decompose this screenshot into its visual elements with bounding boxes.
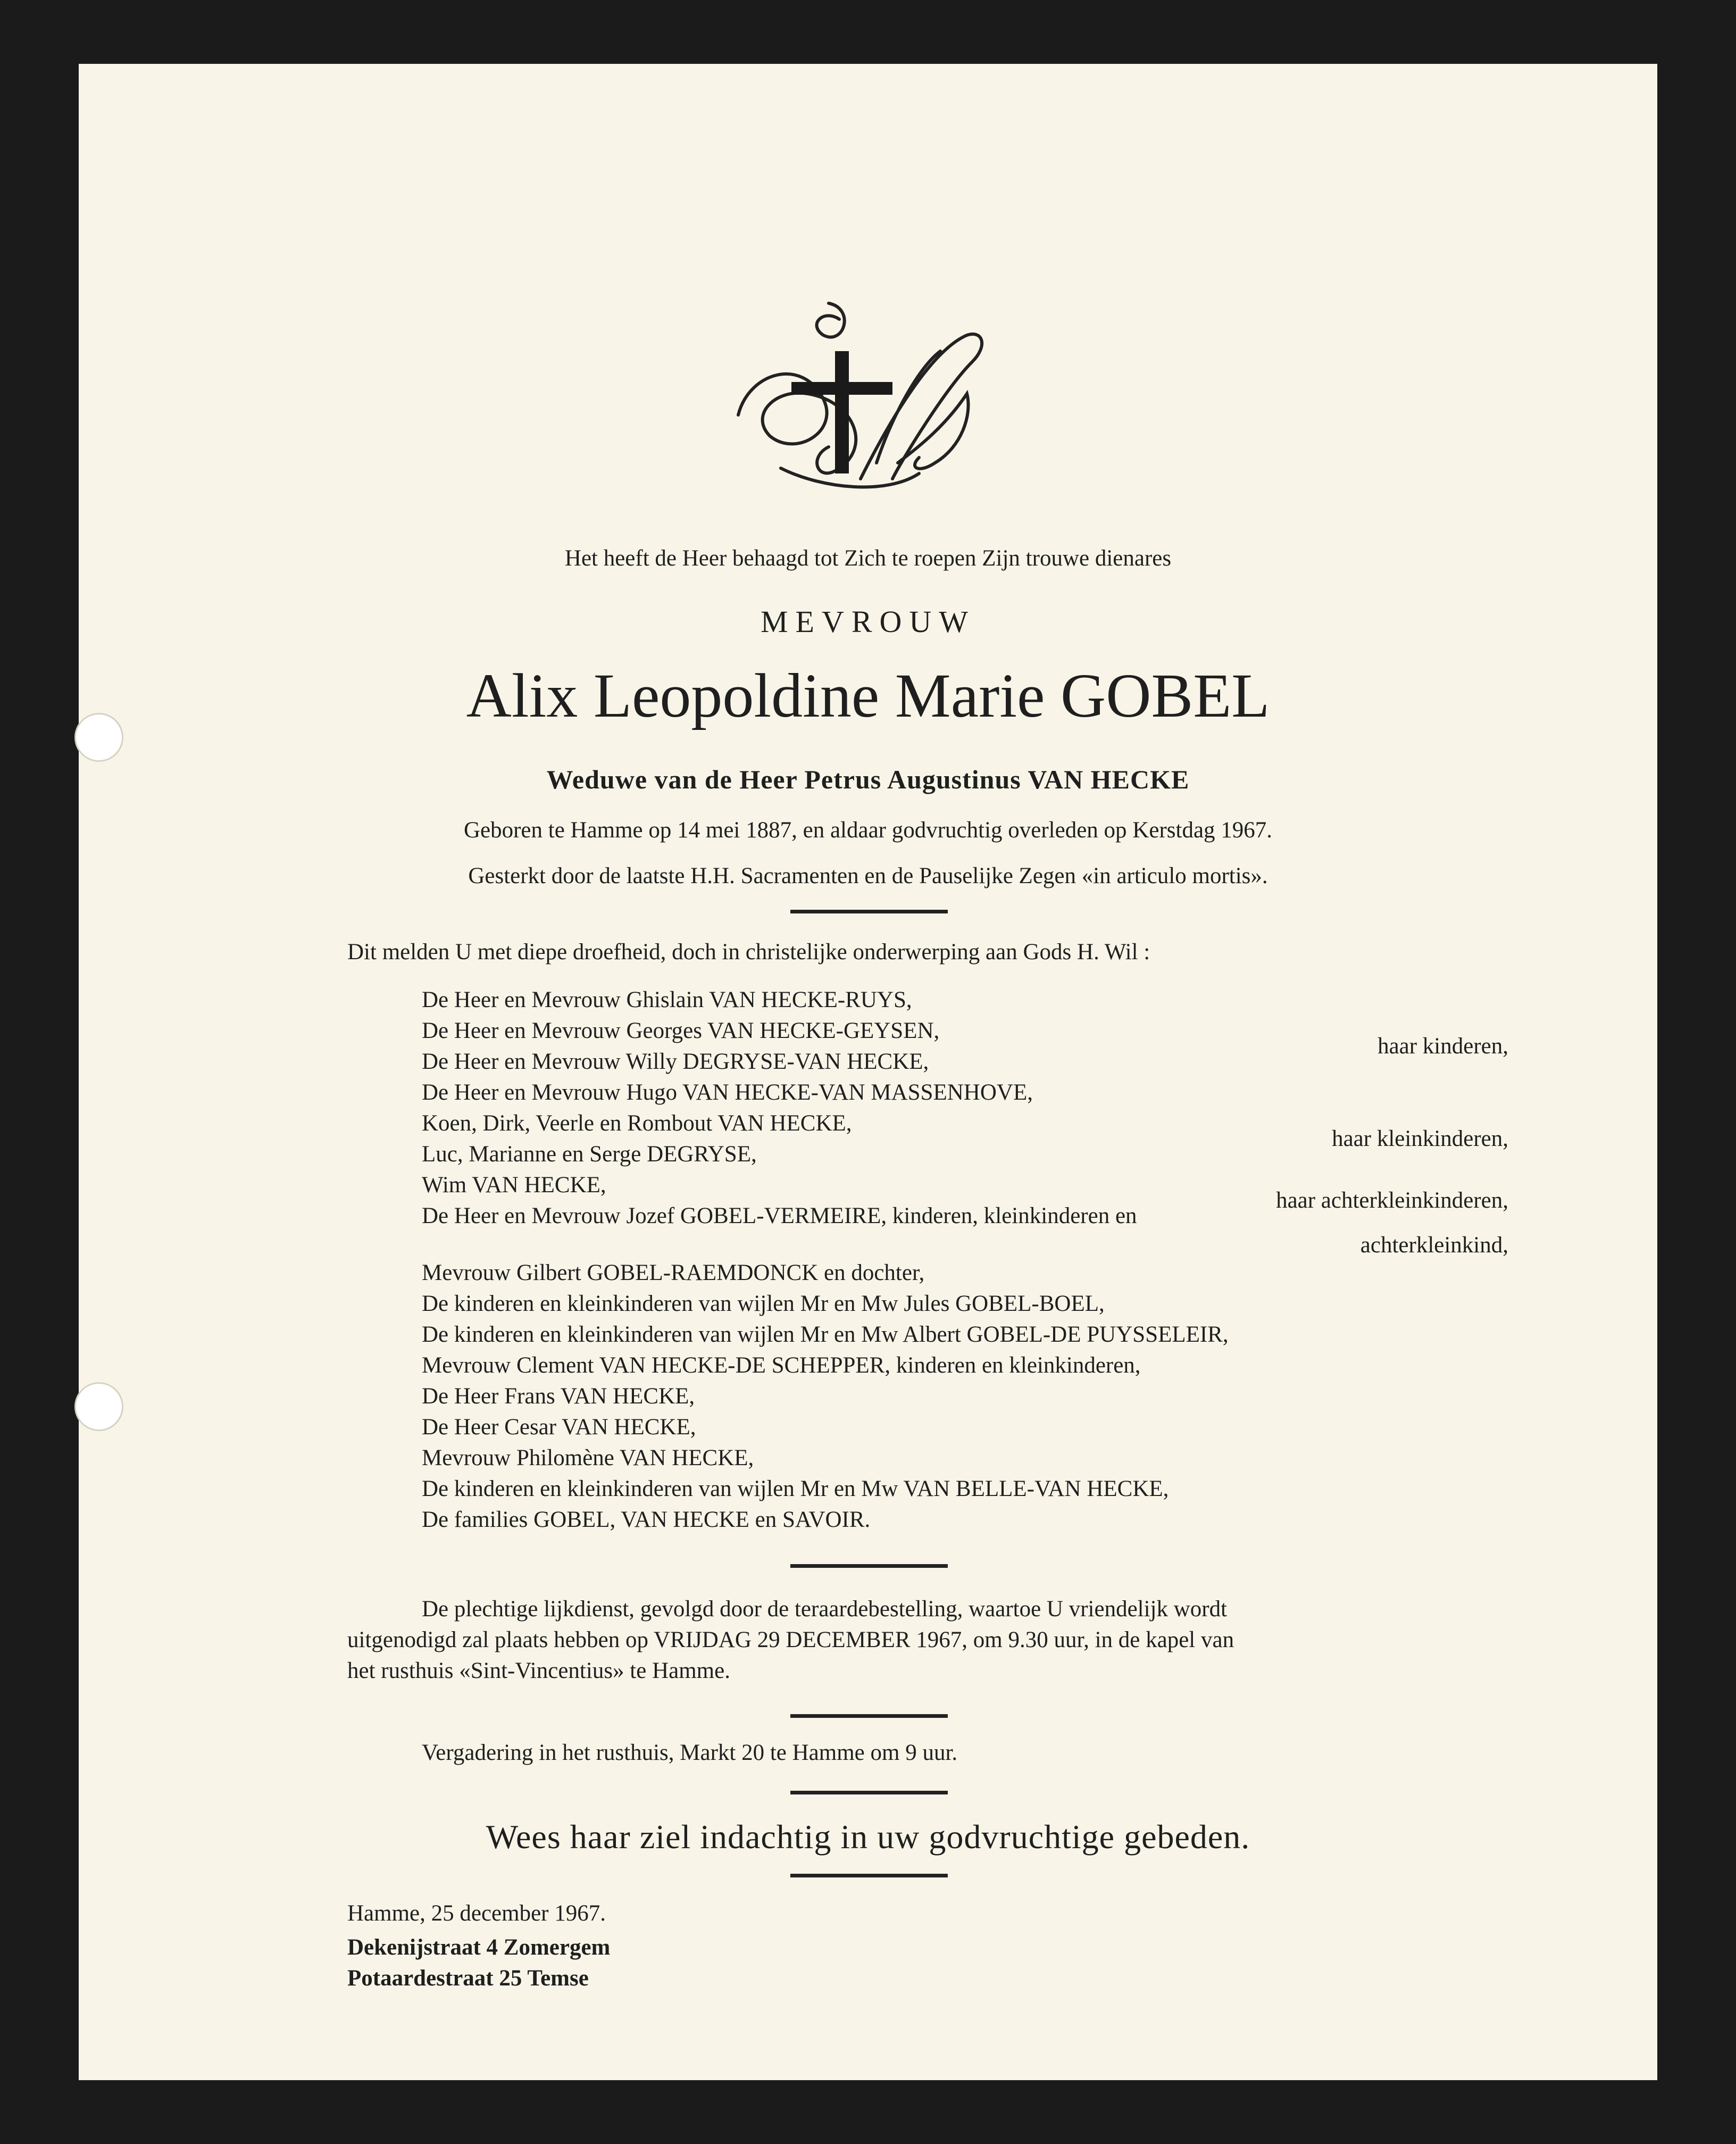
mourner-line: De Heer Cesar VAN HECKE, bbox=[422, 1415, 696, 1440]
mourner-line: De Heer en Mevrouw Jozef GOBEL-VERMEIRE, kinderen, kleinkinderen en bbox=[422, 1203, 1137, 1228]
cross-monogram-icon bbox=[717, 287, 994, 521]
divider bbox=[790, 910, 948, 913]
mourner-line: De Heer en Mevrouw Willy DEGRYSE-VAN HECKE, bbox=[422, 1049, 929, 1074]
mourner-line: De kinderen en kleinkinderen van wijlen Mr en Mw VAN BELLE-VAN HECKE, bbox=[422, 1476, 1169, 1501]
place-date: Hamme, 25 december 1967. bbox=[347, 1901, 606, 1926]
closing-prayer: Wees haar ziel indachtig in uw godvruchtige gebeden. bbox=[486, 1818, 1250, 1856]
intro-text: Het heeft de Heer behaagd tot Zich te roepen Zijn trouwe dienares bbox=[564, 546, 1172, 571]
mourner-line: Koen, Dirk, Veerle en Rombout VAN HECKE, bbox=[422, 1111, 852, 1136]
mourner-line: Wim VAN HECKE, bbox=[422, 1173, 606, 1198]
sacraments-line: Gesterkt door de laatste H.H. Sacramenten en de Pauselijke Zegen «in articulo mortis». bbox=[468, 863, 1268, 888]
mourner-line: De Heer en Mevrouw Ghislain VAN HECKE-RUYS, bbox=[422, 987, 912, 1012]
divider bbox=[790, 1791, 948, 1794]
birth-death-line: Geboren te Hamme op 14 mei 1887, en aldaar godvruchtig overleden op Kerstdag 1967. bbox=[463, 818, 1273, 843]
gathering-line: Vergadering in het rusthuis, Markt 20 te Hamme om 9 uur. bbox=[422, 1740, 958, 1765]
mourner-line: De kinderen en kleinkinderen van wijlen Mr en Mw Jules GOBEL-BOEL, bbox=[422, 1291, 1105, 1316]
mourner-line: Mevrouw Clement VAN HECKE-DE SCHEPPER, kinderen en kleinkinderen, bbox=[422, 1353, 1141, 1378]
address-line: Potaardestraat 25 Temse bbox=[347, 1966, 589, 1991]
relation-label: achterkleinkind, bbox=[1360, 1233, 1508, 1258]
honorific: MEVROUW bbox=[760, 604, 976, 639]
mourner-line: Luc, Marianne en Serge DEGRYSE, bbox=[422, 1142, 757, 1167]
divider bbox=[790, 1564, 948, 1568]
relation-label: haar kleinkinderen, bbox=[1332, 1126, 1508, 1151]
memorial-card bbox=[79, 64, 1657, 2080]
mourner-line: De Heer Frans VAN HECKE, bbox=[422, 1384, 695, 1409]
service-line: uitgenodigd zal plaats hebben op VRIJDAG 29 DECEMBER 1967, om 9.30 uur, in de kapel van bbox=[347, 1627, 1234, 1652]
mourner-line: Mevrouw Philomène VAN HECKE, bbox=[422, 1445, 754, 1470]
punch-hole bbox=[74, 1382, 123, 1431]
widow-of-line: Weduwe van de Heer Petrus Augustinus VAN HECKE bbox=[546, 764, 1190, 794]
service-line: De plechtige lijkdienst, gevolgd door de teraardebestelling, waartoe U vriendelijk wordt bbox=[422, 1597, 1228, 1622]
announcement: Dit melden U met diepe droefheid, doch in christelijke onderwerping aan Gods H. Wil : bbox=[347, 940, 1150, 965]
divider bbox=[790, 1874, 948, 1877]
mourner-line: De families GOBEL, VAN HECKE en SAVOIR. bbox=[422, 1507, 871, 1532]
address-line: Dekenijstraat 4 Zomergem bbox=[347, 1935, 611, 1960]
mourner-line: De Heer en Mevrouw Georges VAN HECKE-GEYSEN, bbox=[422, 1018, 940, 1043]
mourner-line: Mevrouw Gilbert GOBEL-RAEMDONCK en dochter, bbox=[422, 1260, 925, 1285]
relation-label: haar kinderen, bbox=[1378, 1034, 1508, 1059]
divider bbox=[790, 1714, 948, 1718]
deceased-name: Alix Leopoldine Marie GOBEL bbox=[466, 661, 1270, 730]
mourner-line: De Heer en Mevrouw Hugo VAN HECKE-VAN MASSENHOVE, bbox=[422, 1080, 1033, 1105]
service-line: het rusthuis «Sint-Vincentius» te Hamme. bbox=[347, 1658, 730, 1683]
mourner-line: De kinderen en kleinkinderen van wijlen Mr en Mw Albert GOBEL-DE PUYSSELEIR, bbox=[422, 1322, 1229, 1347]
relation-label: haar achterkleinkinderen, bbox=[1276, 1188, 1508, 1213]
